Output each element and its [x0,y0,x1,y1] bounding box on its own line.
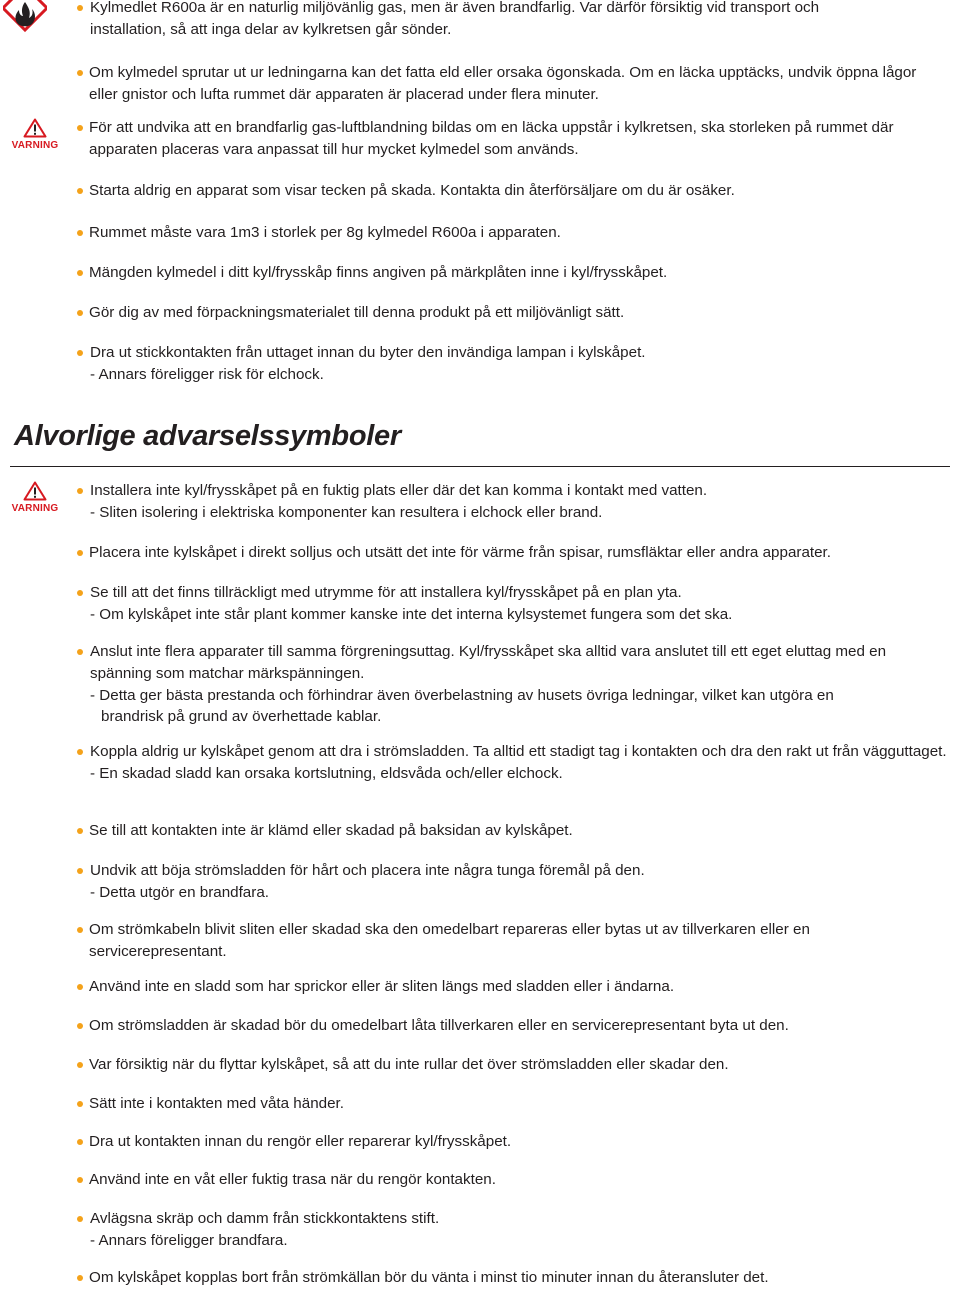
warning-badge [5,481,65,514]
list-item: Dra ut stickkontakten från uttaget innan du byter den invändiga lampan i kylskåpet. - Annars föreligger risk för elchock. [89,342,949,386]
list-item: Placera inte kylskåpet i direkt solljus och utsätt det inte för värme från spisar, rumsfläktar eller andra apparater. [89,542,949,564]
list-item: Anslut inte flera apparater till samma förgreningsuttag. Kyl/frysskåpet ska alltid vara anslutet till ett eget eluttag med en spänning som matchar märkspänningen. - Detta ger bästa prestanda och förhindrar även överbelastning av husets övriga ledningar, vilket kan utgöra en brandrisk på grund av överhettade kablar. [89,641,949,728]
warning-triangle-icon [23,481,47,501]
warning-label: VARNING [11,140,59,151]
warning-badge [5,118,65,151]
list-item: Starta aldrig en apparat som visar tecken på skada. Kontakta din återförsäljare om du är osäker. [89,180,949,202]
list-item: Dra ut kontakten innan du rengör eller reparerar kyl/frysskåpet. [89,1131,949,1153]
list-item: För att undvika att en brandfarlig gas-luftblandning bildas om en läcka uppstår i kylkretsen, ska storleken på rummet där apparaten placeras vara anpassat till hur mycket kylmedel som används. [89,117,949,161]
list-item: Använd inte en sladd som har sprickor eller är sliten längs med sladden eller i ändarna. [89,976,949,998]
list-item: Undvik att böja strömsladden för hårt och placera inte några tunga föremål på den. - Detta utgör en brandfara. [89,860,949,904]
list-item: Koppla aldrig ur kylskåpet genom att dra i strömsladden. Ta alltid ett stadigt tag i kontakten och dra den rakt ut från vägguttaget. - En skadad sladd kan orsaka kortslutning, eldsvåda och/eller elchock. [89,741,949,785]
list-item: Använd inte en våt eller fuktig trasa när du rengör kontakten. [89,1169,949,1191]
list-item: Rummet måste vara 1m3 i storlek per 8g kylmedel R600a i apparaten. [89,222,949,244]
list-item: Mängden kylmedel i ditt kyl/frysskåp finns angiven på märkplåten inne i kyl/frysskåpet. [89,262,949,284]
list-item: Se till att kontakten inte är klämd eller skadad på baksidan av kylskåpet. [89,820,949,842]
list-item: Kylmedlet R600a är en naturlig miljövänlig gas, men är även brandfarlig. Var därför försiktig vid transport och installation, så att inga delar av kylkretsen går sönder. [89,0,949,41]
list-item: Gör dig av med förpackningsmaterialet till denna produkt på ett miljövänligt sätt. [89,302,949,324]
list-item: Sätt inte i kontakten med våta händer. [89,1093,949,1115]
heading-divider [10,466,950,467]
warning-label: VARNING [11,503,59,514]
list-item: Om kylmedel sprutar ut ur ledningarna kan det fatta eld eller orsaka ögonskada. Om en läcka upptäcks, undvik öppna lågor eller gnistor och lufta rummet där apparaten är placerad under flera minuter. [89,62,949,106]
list-item: Installera inte kyl/frysskåpet på en fuktig plats eller där det kan komma i kontakt med vatten. - Sliten isolering i elektriska komponenter kan resultera i elchock eller brand. [89,480,949,524]
section-heading: Alvorlige advarselssymboler [14,420,401,452]
warning-triangle-icon [23,118,47,138]
list-item: Om strömsladden är skadad bör du omedelbart låta tillverkaren eller en servicerepresentant byta ut den. [89,1015,949,1037]
list-item: Avlägsna skräp och damm från stickkontaktens stift. - Annars föreligger brandfara. [89,1208,949,1252]
flammable-icon [3,0,47,45]
list-item: Om strömkabeln blivit sliten eller skadad ska den omedelbart repareras eller bytas ut av tillverkaren eller en servicerepresentant. [89,919,949,963]
list-item: Om kylskåpet kopplas bort från strömkällan bör du vänta i minst tio minuter innan du återansluter det. [89,1267,949,1289]
list-item: Var försiktig när du flyttar kylskåpet, så att du inte rullar det över strömsladden eller skadar den. [89,1054,949,1076]
list-item: Se till att det finns tillräckligt med utrymme för att installera kyl/frysskåpet på en plan yta. - Om kylskåpet inte står plant kommer kanske inte det interna kylsystemet fungera som det ska. [89,582,949,626]
